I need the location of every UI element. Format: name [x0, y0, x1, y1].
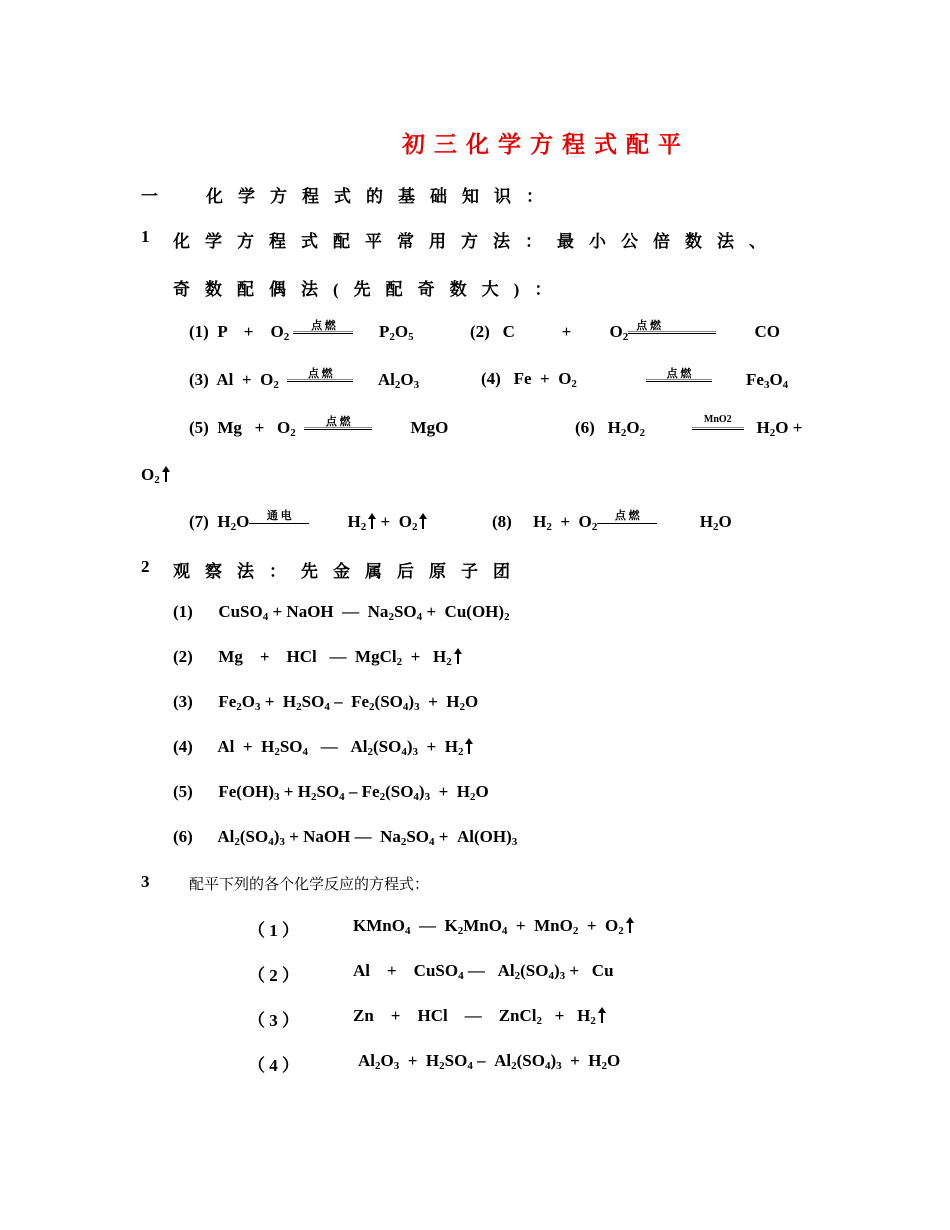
equation-2: (2) C + $O_2$ 点 燃 CO [470, 320, 781, 343]
gas-arrow-icon [626, 917, 634, 933]
equation-7: (7) $H_2O$ 通 电 $H_2 + O_2$ [189, 511, 427, 532]
section1-number: 一 [141, 187, 173, 206]
practice-2: Al + CuSO$_4$ — $Al_2(SO_4)_3 + Cu$ [353, 961, 614, 982]
item1-line1: 化学方程式配平常用方法：最小公倍数法、 [173, 232, 781, 251]
page-title: 初三化学方程式配平 [402, 132, 690, 157]
section3-heading: 配平下列的各个化学反应的方程式： [189, 875, 430, 893]
ignite-condition: 点 燃 [287, 369, 353, 383]
practice-1: KMnO$_4$ — $K_2MnO_4 + MnO_2 + O_2$ [353, 916, 634, 936]
gas-arrow-icon [419, 513, 427, 529]
practice-4: $Al_2O_3 + H_2SO_4 - Al_2(SO_4)_3 + H_2O$ [358, 1051, 621, 1072]
equation-8: (8) $H_2 + O_2$ 点 燃 $H_2O$ [492, 510, 732, 533]
observation-1: (1) CuSO$_4$ + NaOH — $Na_2SO_4 + Cu(OH)_2$ [173, 602, 510, 623]
gas-arrow-icon [454, 648, 462, 664]
catalyst-condition: MnO2 [692, 417, 744, 431]
gas-arrow-icon [465, 738, 473, 754]
practice-3-label: （ 3 ） [248, 1011, 299, 1030]
equation-5: (5) $Mg + O_2$ 点 燃 MgO [189, 416, 449, 439]
item1-number: 1 [141, 227, 165, 246]
observation-6: (6) $Al_2(SO_4)_3$ + NaOH — $Na_2SO_4 + Al(OH)_3$ [173, 827, 518, 848]
observation-3: (3) $Fe_2O_3 + H_2SO_4 - Fe_2(SO_4)_3 + H_2O$ [173, 692, 479, 713]
equation-4: (4) $Fe + O_2$ [481, 369, 577, 390]
section2-number: 2 [141, 557, 165, 576]
ignite-condition: 点 燃 [646, 369, 712, 383]
practice-2-label: （ 2 ） [248, 966, 299, 985]
equation-3: (3) $Al + O_2$ 点 燃 $Al_2O_3$ [189, 368, 420, 391]
practice-1-label: （ 1 ） [248, 921, 299, 940]
ignite-condition: 点 燃 [293, 321, 353, 335]
ignite-condition: 点 燃 [597, 511, 657, 525]
gas-arrow-icon [162, 466, 170, 482]
ignite-condition: 点 燃 [304, 417, 372, 431]
ignite-condition: 点 燃 [628, 321, 716, 335]
observation-2: (2) Mg + HCl — MgCl$_2$ + $H_2$ [173, 647, 462, 667]
section2-heading: 观察法：先金属后原子团 [173, 562, 525, 581]
observation-4: (4) $Al + H_2SO_4$ — $Al_2(SO_4)_3 + H_2$ [173, 737, 473, 757]
observation-5: (5) $Fe(OH)_3 + H_2SO_4 - Fe_2(SO_4)_3 + H_2O$ [173, 782, 489, 803]
section1-heading: 化学方程式的基础知识： [206, 187, 558, 206]
gas-arrow-icon [598, 1007, 606, 1023]
equation-6-continued: $O_2$ [141, 465, 170, 485]
electrify-condition: 通 电 [249, 511, 309, 525]
practice-3: Zn + HCl — ZnCl$_2$ + $H_2$ [353, 1006, 606, 1026]
section3-number: 3 [141, 872, 150, 891]
item1-line2: 奇数配偶法(先配奇数大)： [173, 280, 567, 299]
practice-4-label: （ 4 ） [248, 1056, 299, 1075]
equation-1: (1) P + $O_2$ 点 燃 $P_2O_5$ [189, 320, 414, 343]
gas-arrow-icon [368, 513, 376, 529]
equation-6: (6) $H_2O_2$ MnO2 $H_2O$ + [575, 414, 803, 439]
equation-4-condition: 点 燃 $Fe_3O_4$ [646, 369, 788, 390]
